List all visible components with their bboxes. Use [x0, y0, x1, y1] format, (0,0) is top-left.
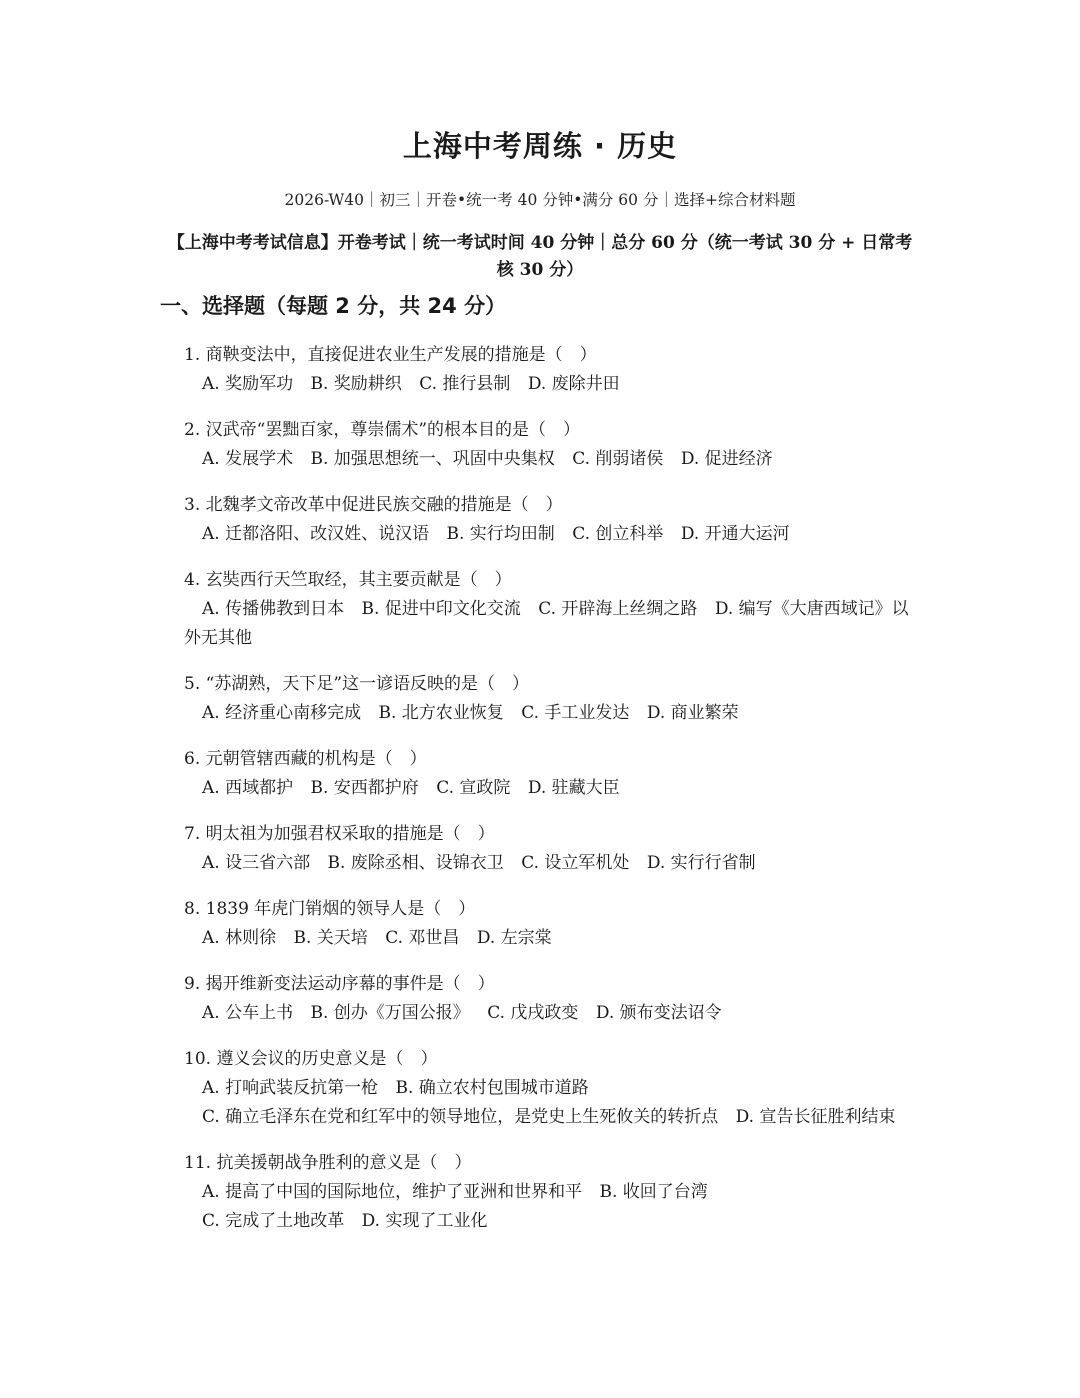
question-stem: 10. 遵义会议的历史意义是（ ） — [184, 1049, 438, 1069]
option-choice[interactable]: A. 迁都洛阳、改汉姓、说汉语 — [202, 524, 430, 544]
question-item — [184, 491, 924, 549]
option-choice[interactable]: D. 宣告长征胜利结束 — [735, 1107, 896, 1127]
option-row — [184, 699, 924, 728]
option-choice[interactable]: C. 邓世昌 — [385, 928, 460, 948]
option-choice[interactable]: C. 手工业发达 — [521, 703, 630, 723]
question-item — [184, 745, 924, 803]
option-row — [184, 370, 924, 399]
question-item — [184, 970, 924, 1028]
exam-info-banner: 【上海中考考试信息】开卷考试｜统一考试时间 40 分钟｜总分 60 分（统一考试 30 分 + 日常考核 30 分） — [167, 233, 913, 280]
question-stem: 7. 明太祖为加强君权采取的措施是（ ） — [184, 824, 495, 844]
question-item — [184, 1149, 924, 1236]
option-choice[interactable]: A. 设三省六部 — [202, 853, 311, 873]
option-choice[interactable]: B. 确立农村包围城市道路 — [395, 1078, 589, 1098]
question-stem: 9. 揭开维新变法运动序幕的事件是（ ） — [184, 974, 495, 994]
option-row — [184, 595, 924, 653]
option-choice[interactable]: C. 开辟海上丝绸之路 — [538, 599, 698, 619]
question-stem: 8. 1839 年虎门销烟的领导人是（ ） — [184, 899, 476, 919]
option-choice[interactable]: C. 戊戌政变 — [487, 1003, 579, 1023]
question-item — [184, 1045, 924, 1132]
question-item — [184, 416, 924, 474]
option-choice[interactable]: B. 促进中印文化交流 — [361, 599, 521, 619]
option-choice[interactable]: A. 经济重心南移完成 — [202, 703, 362, 723]
question-item — [184, 341, 924, 399]
option-row — [184, 1207, 924, 1236]
option-choice[interactable]: A. 提高了中国的国际地位，维护了亚洲和世界和平 — [202, 1182, 583, 1202]
question-stem: 2. 汉武帝“罢黜百家，尊崇儒术”的根本目的是（ ） — [184, 420, 581, 440]
option-choice[interactable]: C. 完成了土地改革 — [202, 1211, 345, 1231]
option-row — [184, 849, 924, 878]
question-stem: 5. “苏湖熟，天下足”这一谚语反映的是（ ） — [184, 674, 530, 694]
option-row — [184, 999, 924, 1028]
exam-meta-line: 2026-W40｜初三｜开卷•统一考 40 分钟•满分 60 分｜选择+综合材料题 — [284, 191, 796, 209]
question-stem: 1. 商鞅变法中，直接促进农业生产发展的措施是（ ） — [184, 345, 597, 365]
option-choice[interactable]: B. 实行均田制 — [446, 524, 555, 544]
option-choice[interactable]: B. 废除丞相、设锦衣卫 — [327, 853, 504, 873]
option-choice[interactable]: D. 促进经济 — [680, 449, 773, 469]
option-choice[interactable]: D. 实现了工业化 — [361, 1211, 488, 1231]
option-choice[interactable]: D. 驻藏大臣 — [527, 778, 620, 798]
option-row — [184, 774, 924, 803]
option-choice[interactable]: D. 左宗棠 — [476, 928, 552, 948]
page-title: 上海中考周练 · 历史 — [402, 129, 678, 163]
option-choice[interactable]: B. 关天培 — [293, 928, 368, 948]
option-choice[interactable]: A. 奖励军功 — [202, 374, 294, 394]
option-choice[interactable]: C. 削弱诸侯 — [572, 449, 664, 469]
question-item — [184, 566, 924, 653]
option-choice[interactable]: C. 确立毛泽东在党和红军中的领导地位，是党史上生死攸关的转折点 — [202, 1107, 719, 1127]
option-choice[interactable]: D. 实行行省制 — [646, 853, 756, 873]
question-stem: 6. 元朝管辖西藏的机构是（ ） — [184, 749, 427, 769]
option-choice[interactable]: A. 公车上书 — [202, 1003, 294, 1023]
option-row — [184, 1178, 924, 1207]
section-title: 一、选择题（每题 2 分，共 24 分） — [160, 294, 507, 318]
option-choice[interactable]: B. 北方农业恢复 — [378, 703, 504, 723]
option-choice[interactable]: A. 传播佛教到日本 — [202, 599, 345, 619]
option-choice[interactable]: D. 废除井田 — [527, 374, 620, 394]
option-choice[interactable]: A. 林则徐 — [202, 928, 277, 948]
question-stem: 4. 玄奘西行天竺取经，其主要贡献是（ ） — [184, 570, 512, 590]
option-choice[interactable]: C. 宣政院 — [436, 778, 511, 798]
option-choice[interactable]: C. 创立科举 — [572, 524, 664, 544]
option-row — [184, 520, 924, 549]
question-list — [184, 341, 924, 1236]
option-choice[interactable]: D. 颁布变法诏令 — [595, 1003, 722, 1023]
option-choice[interactable]: B. 安西都护府 — [310, 778, 419, 798]
option-row — [184, 1103, 924, 1132]
option-choice[interactable]: B. 收回了台湾 — [599, 1182, 708, 1202]
option-choice[interactable]: D. 编写《大唐西域记》以外无其他 — [184, 599, 909, 648]
option-choice[interactable]: B. 加强思想统一、巩固中央集权 — [310, 449, 555, 469]
option-choice[interactable]: D. 商业繁荣 — [646, 703, 739, 723]
question-item — [184, 670, 924, 728]
question-stem: 3. 北魏孝文帝改革中促进民族交融的措施是（ ） — [184, 495, 563, 515]
option-choice[interactable]: C. 推行县制 — [419, 374, 511, 394]
option-row — [184, 924, 924, 953]
option-row — [184, 445, 924, 474]
option-choice[interactable]: A. 西域都护 — [202, 778, 294, 798]
option-choice[interactable]: B. 奖励耕织 — [310, 374, 402, 394]
option-row — [184, 1074, 924, 1103]
question-item — [184, 895, 924, 953]
option-choice[interactable]: C. 设立军机处 — [521, 853, 630, 873]
option-choice[interactable]: D. 开通大运河 — [680, 524, 790, 544]
question-item — [184, 820, 924, 878]
question-stem: 11. 抗美援朝战争胜利的意义是（ ） — [184, 1153, 472, 1173]
option-choice[interactable]: A. 打响武装反抗第一枪 — [202, 1078, 379, 1098]
option-choice[interactable]: B. 创办《万国公报》 — [310, 1003, 470, 1023]
option-choice[interactable]: A. 发展学术 — [202, 449, 294, 469]
